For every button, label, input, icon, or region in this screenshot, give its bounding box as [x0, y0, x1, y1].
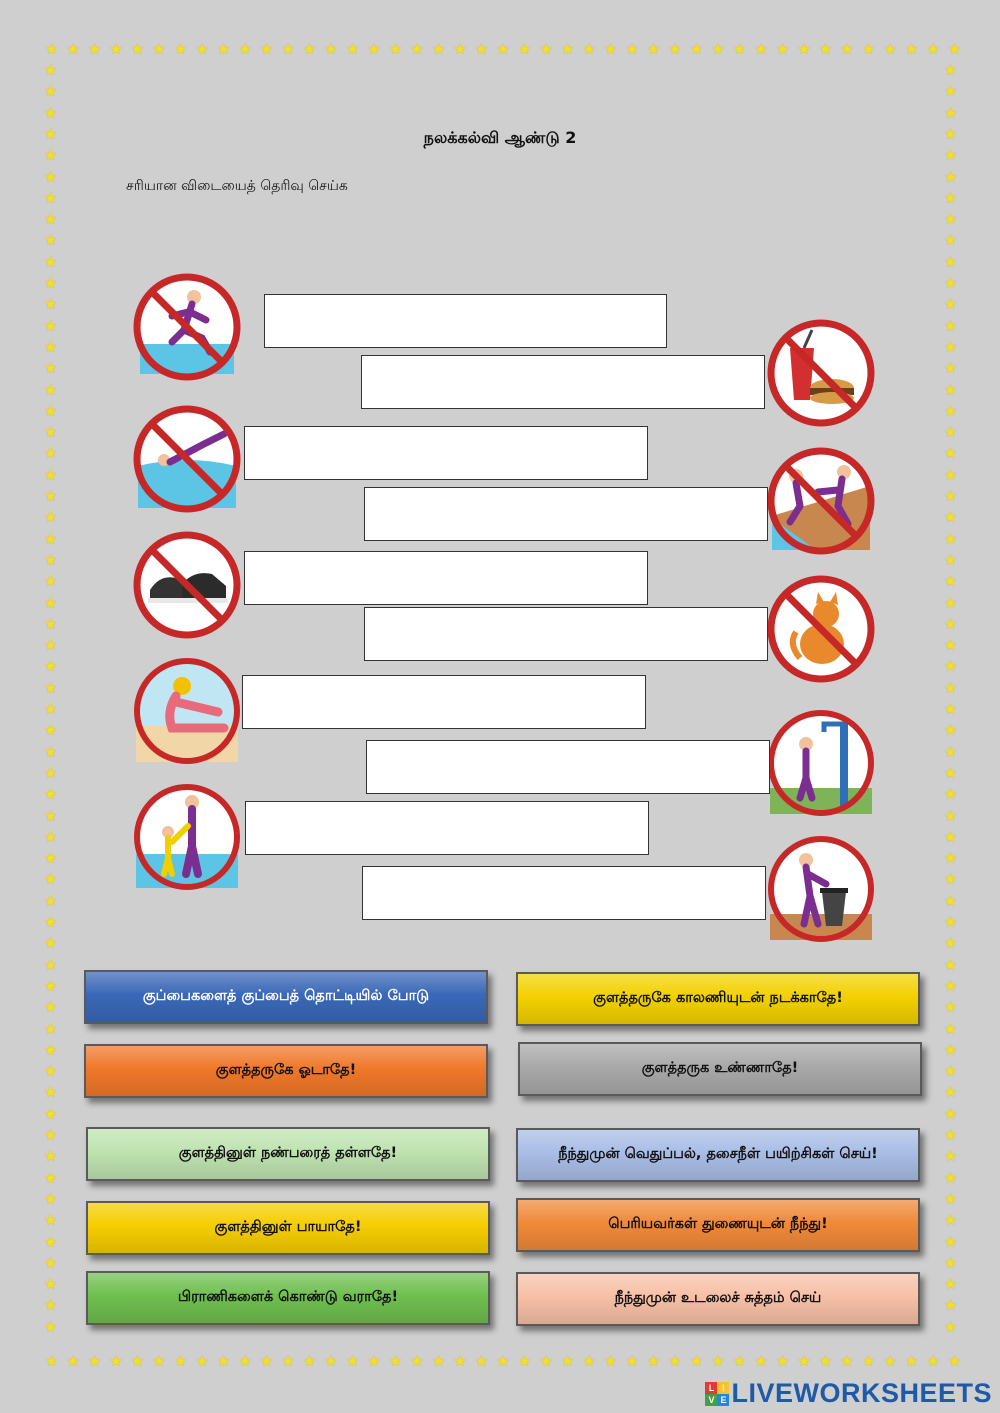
- answer-box-4[interactable]: [364, 487, 768, 541]
- star-icon: ★: [603, 1352, 618, 1370]
- answer-box-10[interactable]: [362, 866, 766, 920]
- star-icon: ★: [943, 444, 958, 463]
- star-icon: ★: [43, 1147, 58, 1166]
- star-icon: ★: [943, 1211, 958, 1230]
- star-icon: ★: [302, 1352, 317, 1370]
- option-label: குளத்தருகே ஓடாதே!: [215, 1062, 357, 1078]
- star-icon: ★: [775, 1352, 790, 1370]
- star-icon: ★: [943, 934, 958, 953]
- star-icon: ★: [195, 40, 209, 58]
- star-icon: ★: [943, 1253, 958, 1272]
- option-tile-10[interactable]: [516, 1272, 920, 1326]
- star-icon: ★: [43, 1019, 58, 1038]
- star-icon: ★: [216, 40, 231, 58]
- answer-box-7[interactable]: [242, 675, 646, 729]
- star-icon: ★: [43, 1296, 58, 1315]
- star-icon: ★: [775, 40, 790, 58]
- star-icon: ★: [711, 1352, 725, 1370]
- star-icon: ★: [259, 1352, 274, 1370]
- star-icon: ★: [43, 849, 58, 868]
- option-tile-4[interactable]: [518, 1042, 922, 1096]
- star-icon: ★: [43, 423, 58, 442]
- star-icon: ★: [388, 40, 403, 58]
- star-icon: ★: [43, 976, 58, 995]
- star-icon: ★: [943, 614, 958, 633]
- star-icon: ★: [431, 1352, 446, 1370]
- star-icon: ★: [43, 572, 58, 591]
- star-icon: ★: [943, 252, 958, 271]
- star-icon: ★: [43, 316, 58, 335]
- star-icon: ★: [689, 40, 704, 58]
- star-icon: ★: [43, 721, 58, 740]
- star-icon: ★: [43, 763, 58, 782]
- star-icon: ★: [216, 1352, 231, 1370]
- page-title: நலக்கல்வி ஆண்டு 2: [423, 128, 577, 147]
- star-icon: ★: [883, 1352, 897, 1370]
- star-icon: ★: [367, 40, 381, 58]
- star-icon: ★: [43, 103, 58, 122]
- star-icon: ★: [43, 934, 58, 953]
- no-diving-icon: [132, 404, 242, 514]
- liveworksheets-logo[interactable]: [705, 1378, 992, 1409]
- star-icon: ★: [43, 1232, 58, 1251]
- star-icon: ★: [943, 785, 958, 804]
- star-icon: ★: [943, 976, 958, 995]
- star-icon: ★: [943, 1126, 958, 1144]
- star-icon: ★: [943, 210, 958, 229]
- answer-box-9[interactable]: [245, 801, 649, 855]
- star-icon: ★: [43, 678, 58, 697]
- option-tile-8[interactable]: [516, 1198, 920, 1252]
- star-icon: ★: [43, 1275, 58, 1294]
- star-icon: ★: [926, 1352, 940, 1370]
- star-icon: ★: [732, 1352, 747, 1370]
- option-label: குப்பைகளைத் குப்பைத் தொட்டியில் போடு: [142, 988, 430, 1004]
- star-icon: ★: [43, 870, 58, 889]
- star-icon: ★: [345, 40, 360, 58]
- instruction-text: சரியான விடையைத் தெரிவு செய்க: [126, 178, 348, 194]
- star-icon: ★: [43, 210, 58, 229]
- no-animals-icon: [766, 574, 876, 684]
- stretching-exercise-icon: [132, 656, 242, 766]
- no-food-drink-icon: [766, 318, 876, 428]
- star-icon: ★: [943, 1168, 958, 1187]
- star-icon: ★: [496, 1352, 510, 1370]
- star-icon: ★: [43, 359, 58, 378]
- option-label: நீந்துமுன் வெதுப்பல், தசைநீள் பயிற்சிகள் செய்!: [558, 1146, 878, 1162]
- star-icon: ★: [43, 146, 58, 165]
- star-icon: ★: [43, 252, 58, 271]
- star-icon: ★: [943, 849, 958, 868]
- star-icon: ★: [43, 295, 58, 314]
- star-icon: ★: [943, 870, 958, 889]
- star-icon: ★: [238, 1352, 252, 1370]
- star-icon: ★: [840, 40, 854, 58]
- star-icon: ★: [130, 1352, 145, 1370]
- star-icon: ★: [943, 295, 958, 314]
- star-icon: ★: [43, 742, 58, 761]
- star-icon: ★: [646, 1352, 661, 1370]
- option-tile-7[interactable]: [86, 1201, 490, 1255]
- star-icon: ★: [474, 40, 489, 58]
- star-icon: ★: [173, 40, 188, 58]
- star-icon: ★: [582, 40, 596, 58]
- star-icon: ★: [840, 1352, 854, 1370]
- logo-text: LIVEWORKSHEETS: [731, 1378, 992, 1408]
- star-icon: ★: [943, 1083, 958, 1102]
- star-icon: ★: [43, 487, 58, 505]
- star-icon: ★: [66, 40, 80, 58]
- star-icon: ★: [818, 40, 833, 58]
- answer-box-1[interactable]: [264, 294, 667, 348]
- star-icon: ★: [711, 40, 725, 58]
- star-icon: ★: [324, 1352, 338, 1370]
- star-icon: ★: [302, 40, 317, 58]
- star-icon: ★: [43, 82, 58, 101]
- star-icon: ★: [195, 1352, 209, 1370]
- star-icon: ★: [732, 40, 747, 58]
- star-icon: ★: [496, 40, 510, 58]
- option-tile-1[interactable]: [84, 970, 488, 1024]
- star-icon: ★: [943, 1147, 958, 1166]
- star-icon: ★: [43, 401, 58, 420]
- option-label: குளத்தருகே காலணியுடன் நடக்காதே!: [593, 990, 843, 1006]
- no-shoes-icon: [132, 530, 242, 640]
- star-icon: ★: [238, 40, 252, 58]
- star-icon: ★: [152, 1352, 166, 1370]
- star-icon: ★: [367, 1352, 381, 1370]
- star-icon: ★: [43, 700, 58, 718]
- star-icon: ★: [281, 1352, 295, 1370]
- star-icon: ★: [44, 1352, 59, 1370]
- star-icon: ★: [130, 40, 145, 58]
- answer-box-3[interactable]: [244, 426, 648, 480]
- star-icon: ★: [943, 636, 958, 655]
- star-icon: ★: [453, 1352, 467, 1370]
- star-icon: ★: [43, 806, 58, 825]
- star-icon: ★: [43, 1083, 58, 1102]
- star-icon: ★: [943, 316, 958, 335]
- star-icon: ★: [943, 508, 958, 527]
- star-icon: ★: [689, 1352, 704, 1370]
- star-icon: ★: [818, 1352, 833, 1370]
- star-icon: ★: [324, 40, 338, 58]
- star-icon: ★: [943, 146, 958, 165]
- star-icon: ★: [943, 1040, 958, 1059]
- star-icon: ★: [943, 103, 958, 122]
- shower-icon: [766, 708, 876, 818]
- star-icon: ★: [43, 998, 58, 1017]
- star-icon: ★: [943, 465, 958, 484]
- option-tile-3[interactable]: [84, 1044, 488, 1098]
- star-icon: ★: [943, 359, 958, 378]
- star-icon: ★: [43, 274, 58, 292]
- star-icon: ★: [43, 1104, 58, 1123]
- star-icon: ★: [668, 40, 682, 58]
- star-icon: ★: [797, 40, 811, 58]
- star-icon: ★: [43, 508, 58, 527]
- star-icon: ★: [943, 401, 958, 420]
- star-icon: ★: [943, 274, 958, 292]
- star-icon: ★: [173, 1352, 188, 1370]
- star-icon: ★: [904, 40, 919, 58]
- star-icon: ★: [43, 955, 58, 974]
- star-icon: ★: [43, 1253, 58, 1272]
- star-icon: ★: [43, 550, 58, 569]
- star-icon: ★: [943, 61, 958, 79]
- star-icon: ★: [943, 1104, 958, 1123]
- star-icon: ★: [943, 487, 958, 505]
- star-icon: ★: [43, 124, 58, 143]
- star-icon: ★: [43, 913, 58, 931]
- star-icon: ★: [861, 40, 876, 58]
- star-icon: ★: [943, 188, 958, 207]
- star-icon: ★: [43, 529, 58, 548]
- star-icon: ★: [43, 1168, 58, 1187]
- star-icon: ★: [43, 614, 58, 633]
- star-icon: ★: [943, 572, 958, 591]
- star-icon: ★: [943, 721, 958, 740]
- no-running-icon: [132, 272, 242, 382]
- star-icon: ★: [943, 827, 958, 846]
- star-icon: ★: [754, 1352, 768, 1370]
- option-label: குளத்தினுள் பாயாதே!: [214, 1219, 362, 1235]
- option-label: நீந்துமுன் உடலைச் சுத்தம் செய்: [614, 1290, 822, 1306]
- star-icon: ★: [43, 167, 58, 186]
- star-icon: ★: [603, 40, 618, 58]
- star-icon: ★: [43, 1317, 58, 1336]
- star-icon: ★: [943, 124, 958, 143]
- star-icon: ★: [152, 40, 166, 58]
- star-icon: ★: [43, 785, 58, 804]
- star-icon: ★: [943, 1189, 958, 1208]
- star-icon: ★: [43, 380, 58, 399]
- answer-box-6[interactable]: [364, 607, 768, 661]
- star-icon: ★: [943, 742, 958, 761]
- star-icon: ★: [883, 40, 897, 58]
- star-icon: ★: [943, 550, 958, 569]
- star-icon: ★: [943, 82, 958, 101]
- star-icon: ★: [668, 1352, 682, 1370]
- star-icon: ★: [560, 1352, 575, 1370]
- star-icon: ★: [44, 40, 59, 58]
- star-icon: ★: [259, 40, 274, 58]
- star-icon: ★: [943, 337, 958, 356]
- star-icon: ★: [410, 40, 424, 58]
- star-icon: ★: [625, 40, 639, 58]
- star-icon: ★: [43, 231, 58, 250]
- star-icon: ★: [539, 40, 553, 58]
- star-icon: ★: [43, 891, 58, 910]
- star-icon: ★: [625, 1352, 639, 1370]
- star-icon: ★: [943, 998, 958, 1017]
- star-icon: ★: [943, 806, 958, 825]
- star-icon: ★: [345, 1352, 360, 1370]
- star-icon: ★: [646, 40, 661, 58]
- star-icon: ★: [943, 1296, 958, 1315]
- option-label: பெரியவர்கள் துணையுடன் நீந்து!: [608, 1216, 828, 1232]
- star-icon: ★: [43, 337, 58, 356]
- option-tile-2[interactable]: [516, 972, 920, 1026]
- star-icon: ★: [560, 40, 575, 58]
- star-icon: ★: [947, 40, 962, 58]
- star-icon: ★: [943, 593, 958, 612]
- star-icon: ★: [43, 657, 58, 676]
- option-tile-9[interactable]: [86, 1271, 490, 1325]
- star-icon: ★: [43, 827, 58, 846]
- star-icon: ★: [43, 61, 58, 79]
- star-icon: ★: [43, 444, 58, 463]
- star-icon: ★: [904, 1352, 919, 1370]
- trash-bin-icon: [766, 834, 876, 944]
- answer-box-2[interactable]: [361, 355, 765, 409]
- star-icon: ★: [109, 40, 123, 58]
- star-icon: ★: [66, 1352, 80, 1370]
- star-icon: ★: [388, 1352, 403, 1370]
- star-icon: ★: [43, 1189, 58, 1208]
- answer-box-5[interactable]: [244, 551, 648, 605]
- star-icon: ★: [943, 763, 958, 782]
- star-icon: ★: [943, 1019, 958, 1038]
- star-icon: ★: [109, 1352, 123, 1370]
- star-icon: ★: [943, 678, 958, 697]
- star-icon: ★: [943, 891, 958, 910]
- star-icon: ★: [517, 1352, 532, 1370]
- star-icon: ★: [943, 913, 958, 931]
- star-icon: ★: [943, 657, 958, 676]
- option-label: பிராணிகளைக் கொண்டு வராதே!: [177, 1289, 399, 1305]
- star-icon: ★: [431, 40, 446, 58]
- star-icon: ★: [797, 1352, 811, 1370]
- adult-supervision-icon: [132, 782, 242, 892]
- star-icon: ★: [943, 1062, 958, 1081]
- star-icon: ★: [453, 40, 467, 58]
- star-icon: ★: [43, 1211, 58, 1230]
- star-icon: ★: [943, 529, 958, 548]
- star-icon: ★: [582, 1352, 596, 1370]
- star-icon: ★: [943, 423, 958, 442]
- star-icon: ★: [43, 1126, 58, 1144]
- star-icon: ★: [87, 1352, 102, 1370]
- star-icon: ★: [474, 1352, 489, 1370]
- star-icon: ★: [947, 1352, 962, 1370]
- answer-box-8[interactable]: [366, 740, 770, 794]
- no-pushing-friend-icon: [766, 446, 876, 556]
- star-icon: ★: [281, 40, 295, 58]
- option-tile-5[interactable]: [86, 1127, 490, 1181]
- star-icon: ★: [517, 40, 532, 58]
- star-icon: ★: [410, 1352, 424, 1370]
- star-icon: ★: [43, 188, 58, 207]
- star-icon: ★: [754, 40, 768, 58]
- star-icon: ★: [943, 380, 958, 399]
- star-icon: ★: [43, 636, 58, 655]
- star-icon: ★: [87, 40, 102, 58]
- logo-mark-icon: L I V E: [705, 1382, 729, 1406]
- star-icon: ★: [43, 465, 58, 484]
- star-icon: ★: [943, 1275, 958, 1294]
- star-icon: ★: [943, 167, 958, 186]
- option-tile-6[interactable]: [516, 1128, 920, 1182]
- star-icon: ★: [539, 1352, 553, 1370]
- star-icon: ★: [943, 1317, 958, 1336]
- star-icon: ★: [43, 1040, 58, 1059]
- star-icon: ★: [43, 593, 58, 612]
- star-icon: ★: [943, 700, 958, 718]
- star-icon: ★: [943, 1232, 958, 1251]
- star-icon: ★: [43, 1062, 58, 1081]
- star-icon: ★: [861, 1352, 876, 1370]
- star-icon: ★: [926, 40, 940, 58]
- star-icon: ★: [943, 231, 958, 250]
- option-label: குளத்தினுள் நண்பரைத் தள்ளதே!: [178, 1145, 398, 1161]
- option-label: குளத்தருக உண்ணாதே!: [641, 1060, 799, 1076]
- star-icon: ★: [943, 955, 958, 974]
